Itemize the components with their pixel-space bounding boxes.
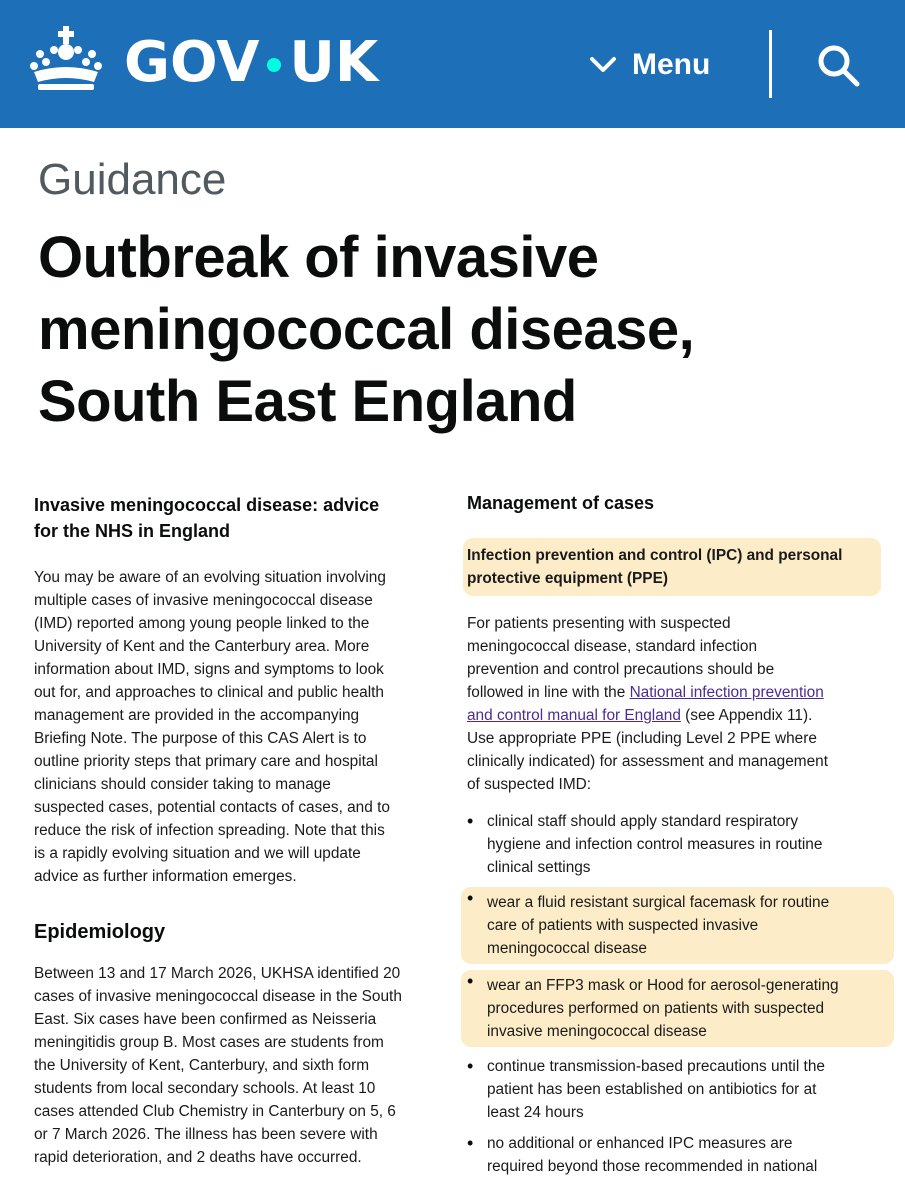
text-line: You may be aware of an evolving situation involving — [34, 569, 386, 586]
text-line: prevention and control precautions should be — [467, 661, 775, 678]
header-divider — [769, 30, 772, 98]
text-line: University of Kent and the Canterbury area. More — [34, 638, 370, 655]
text-fragment: followed in line with the — [467, 684, 630, 701]
text-line: Between 13 and 17 March 2026, UKHSA identified 20 — [34, 965, 401, 982]
brand-uk: UK — [289, 30, 379, 95]
text-line: meningitidis group B. Most cases are students from — [34, 1034, 384, 1051]
text-line: advice as further information emerges. — [34, 868, 297, 885]
list-item — [467, 1055, 882, 1124]
text-line: reduce the risk of infection spreading. Note that this — [34, 822, 385, 839]
epidemiology-paragraph — [34, 962, 434, 1169]
menu-button[interactable] — [588, 40, 710, 90]
text-line: • wear a fluid resistant surgical facemask for routine — [487, 894, 830, 911]
text-line: patient has been established on antibiotics for at — [487, 1081, 817, 1098]
text-line: Use appropriate PPE (including Level 2 PPE where — [467, 730, 817, 747]
ipc-heading-line: Infection prevention and control (IPC) and personal — [467, 547, 843, 564]
chevron-down-icon — [588, 55, 618, 75]
text-line: clinically indicated) for assessment and management — [467, 753, 829, 770]
text-line: hygiene and infection control measures in routine — [487, 836, 823, 853]
govuk-wordmark[interactable] — [124, 30, 378, 96]
epidemiology-heading: Epidemiology — [34, 921, 166, 943]
heading-line: Invasive meningococcal disease: advice — [34, 495, 380, 515]
ipc-manual-link-cont[interactable]: and control manual for England — [467, 707, 681, 724]
management-heading: Management of cases — [467, 493, 655, 513]
text-line: procedures performed on patients with suspected — [487, 1000, 825, 1017]
list-item — [467, 1132, 882, 1178]
text-line: cases attended Club Chemistry in Canterbury on 5, 6 — [34, 1103, 396, 1120]
left-column — [34, 492, 434, 1169]
title-line: South East England — [38, 369, 577, 434]
text-line: • clinical staff should apply standard respiratory — [487, 813, 799, 830]
text-line: of suspected IMD: — [467, 776, 592, 793]
text-line: suspected cases, potential contacts of cases, and to — [34, 799, 390, 816]
text-line: required beyond those recommended in national — [487, 1158, 818, 1175]
text-line: East. Six cases have been confirmed as Neisseria — [34, 1011, 377, 1028]
text-line: outline priority steps that primary care and hospital — [34, 753, 378, 770]
text-line: is a rapidly evolving situation and we will update — [34, 845, 361, 862]
text-line: students from local secondary schools. At least 10 — [34, 1080, 376, 1097]
text-line: • continue transmission-based precautions until the — [487, 1058, 825, 1075]
text-line: For patients presenting with suspected — [467, 615, 731, 632]
text-line: cases of invasive meningococcal disease in the South — [34, 988, 402, 1005]
site-header — [0, 0, 905, 128]
text-line — [467, 681, 882, 704]
menu-label: Menu — [632, 48, 711, 81]
text-line: clinicians should consider taking to manage — [34, 776, 331, 793]
text-line: out for, and approaches to clinical and public health — [34, 684, 384, 701]
heading-line: for the NHS in England — [34, 521, 230, 541]
text-line: invasive meningococcal disease — [487, 1023, 707, 1040]
text-line: • wear an FFP3 mask or Hood for aerosol-generating — [487, 977, 839, 994]
search-icon[interactable] — [815, 42, 863, 90]
text-line: information about IMD, signs and symptoms to look — [34, 661, 384, 678]
ipc-manual-link[interactable]: National infection prevention — [629, 684, 824, 701]
text-line: Briefing Note. The purpose of this CAS Alert is to — [34, 730, 367, 747]
page-title — [38, 222, 878, 438]
text-line: meningococcal disease — [487, 940, 647, 957]
ipc-heading-line: protective equipment (PPE) — [467, 570, 668, 587]
ppe-bullet-list — [467, 810, 882, 1178]
text-line — [467, 704, 882, 727]
text-line: • no additional or enhanced IPC measures are — [487, 1135, 793, 1152]
advice-heading — [34, 492, 434, 544]
page-caption: Guidance — [38, 155, 227, 204]
title-line: meningococcal disease, — [38, 297, 695, 362]
ipc-highlighted-heading — [463, 538, 881, 596]
text-line: management are provided in the accompanying — [34, 707, 360, 724]
text-line: care of patients with suspected invasive — [487, 917, 759, 934]
title-line: Outbreak of invasive — [38, 225, 599, 290]
text-line: (IMD) reported among young people linked to the — [34, 615, 370, 632]
intro-paragraph — [34, 566, 434, 888]
right-column — [467, 490, 882, 1178]
text-line: multiple cases of invasive meningococcal disease — [34, 592, 373, 609]
list-item — [467, 810, 882, 879]
text-fragment: (see Appendix 11). — [680, 707, 813, 724]
text-line: rapid deterioration, and 2 deaths have occurred. — [34, 1149, 362, 1166]
list-item-highlighted — [461, 887, 894, 964]
text-line: or 7 March 2026. The illness has been severe with — [34, 1126, 378, 1143]
text-line: clinical settings — [487, 859, 591, 876]
text-line: meningococcal disease, standard infection — [467, 638, 758, 655]
text-line: least 24 hours — [487, 1104, 584, 1121]
brand-dot — [267, 58, 281, 72]
crown-logo-icon[interactable] — [28, 26, 104, 92]
text-line: the University of Kent, Canterbury, and sixth form — [34, 1057, 370, 1074]
ipc-paragraph — [467, 612, 882, 796]
list-item-highlighted — [461, 970, 894, 1047]
brand-gov: GOV — [124, 30, 260, 95]
